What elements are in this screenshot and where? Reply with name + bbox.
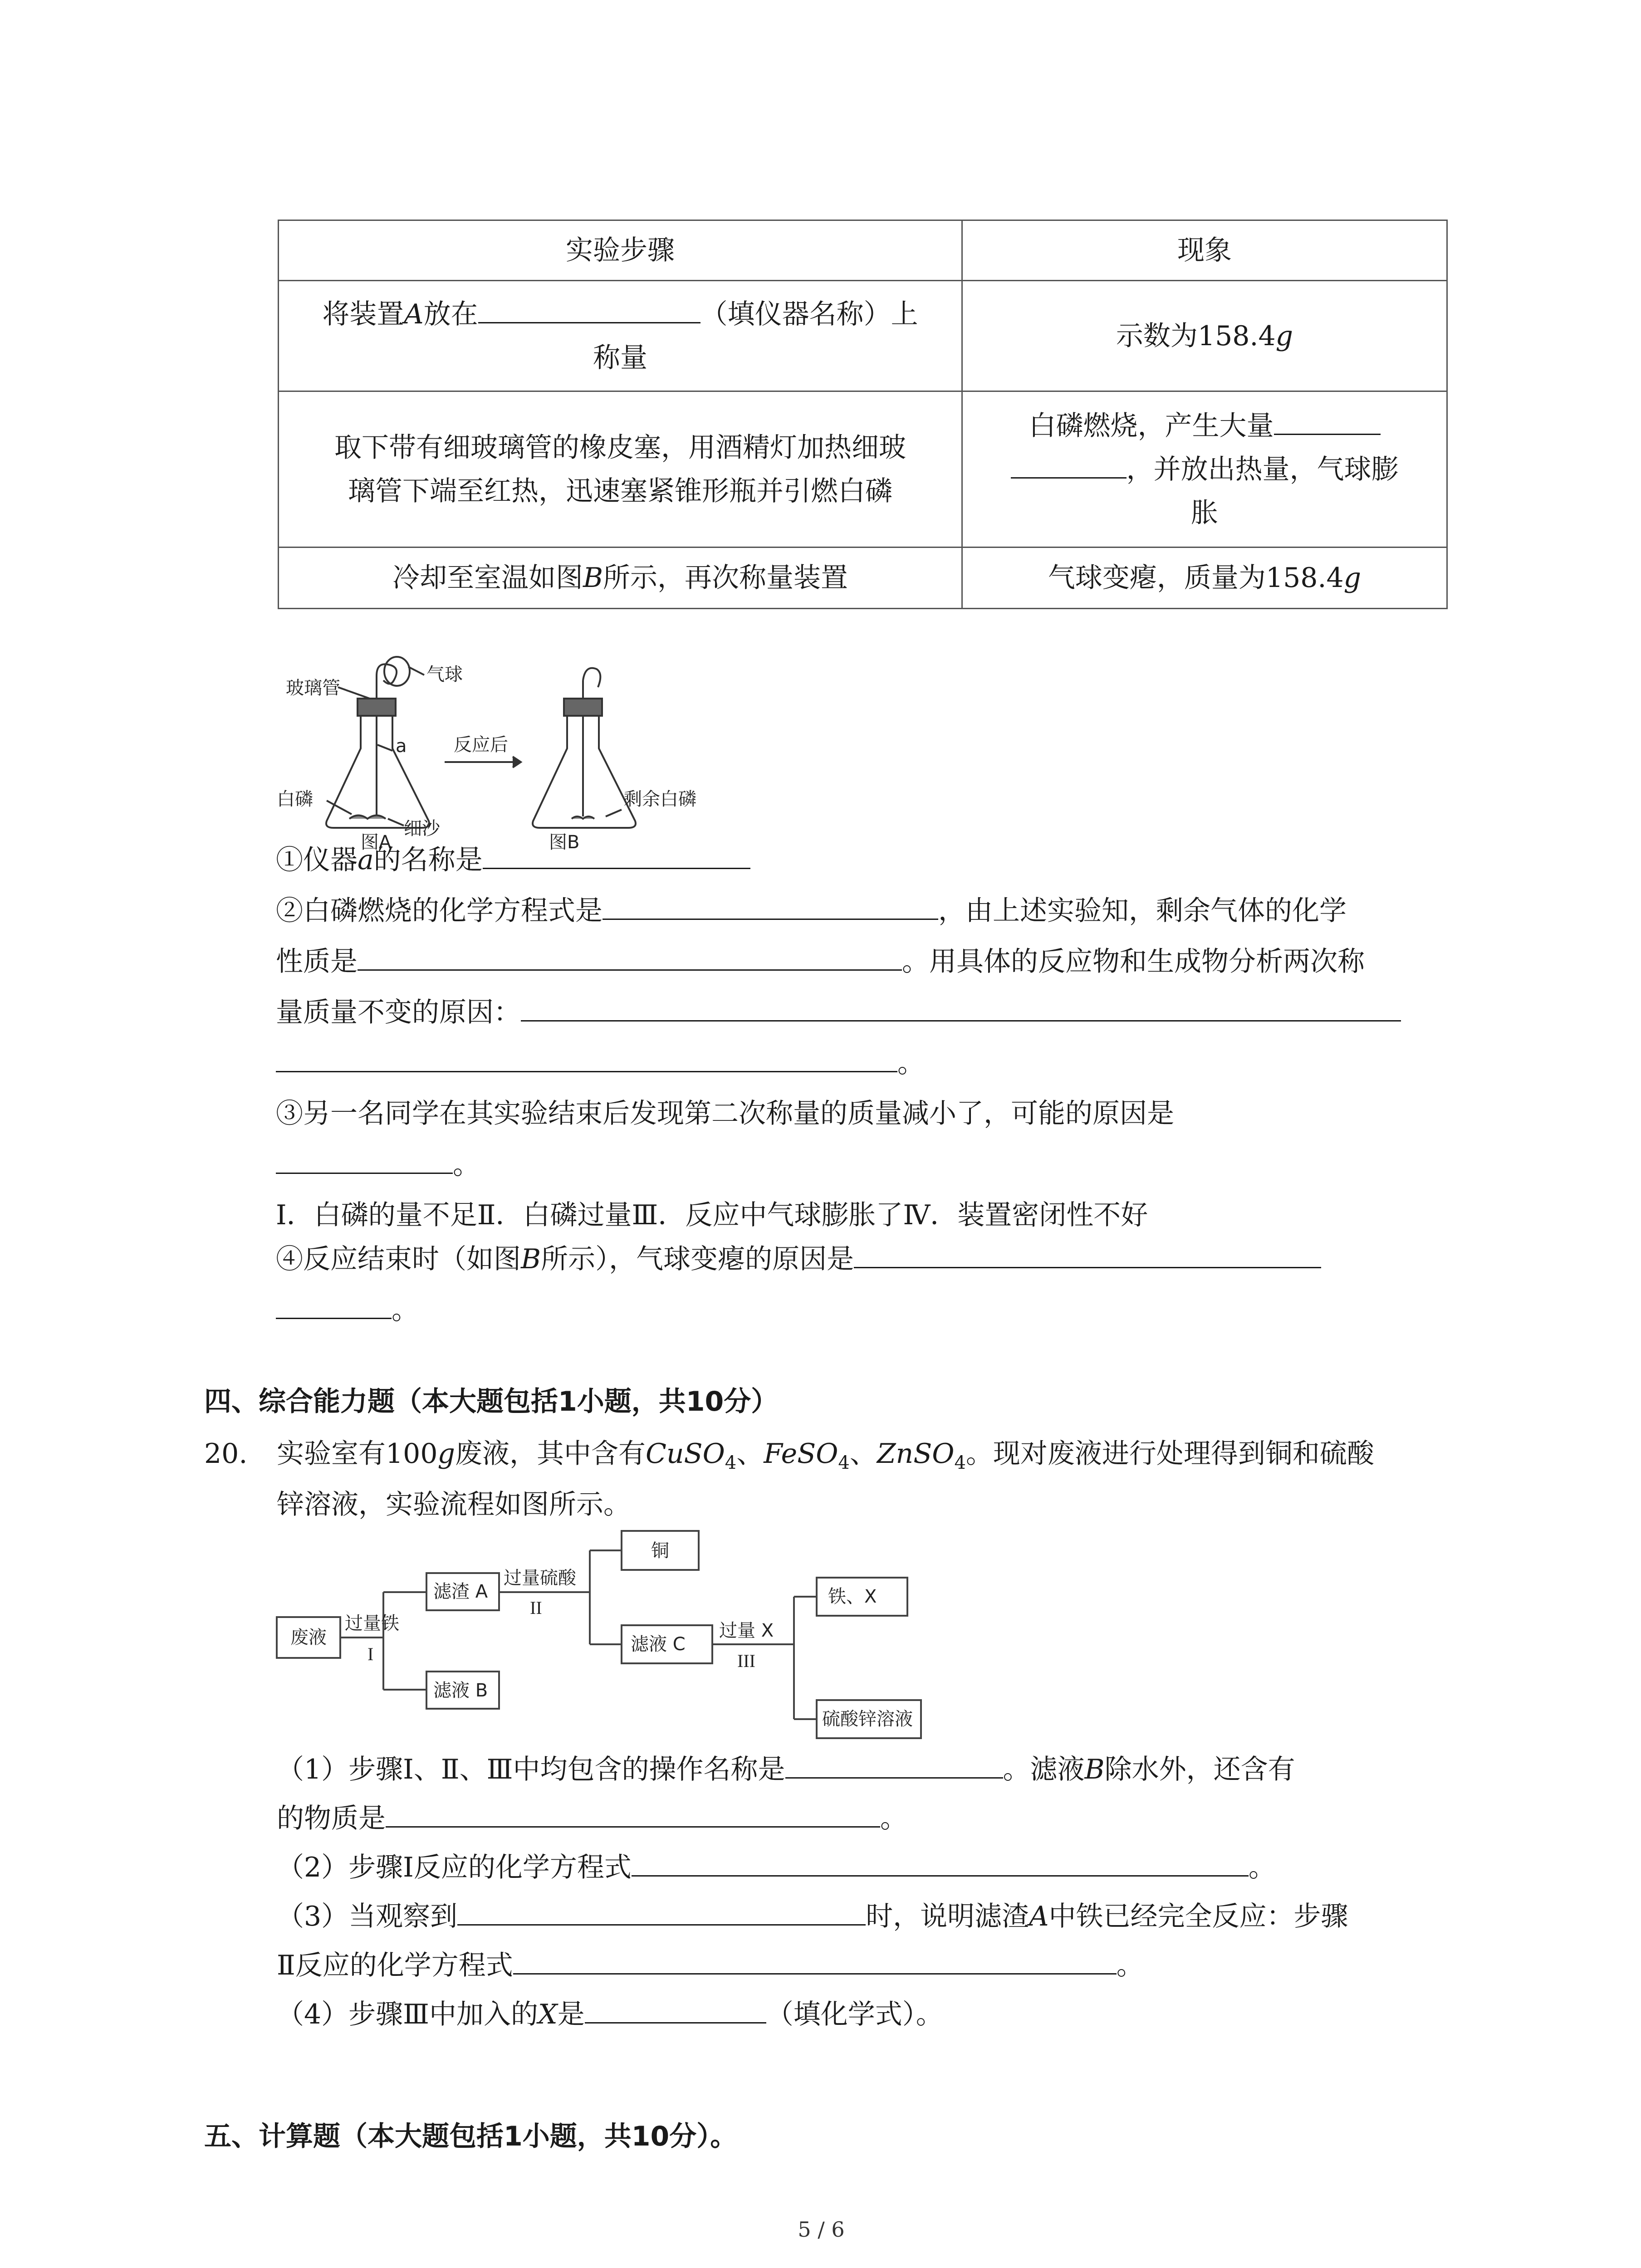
answer-blank[interactable] <box>785 1751 1003 1779</box>
answer-blank[interactable] <box>457 1898 866 1926</box>
label-figB: 图B <box>549 832 580 853</box>
flow-excess-fe: 过量铁 <box>345 1613 399 1634</box>
answer-blank[interactable] <box>585 1996 766 2024</box>
answer-blank[interactable] <box>478 296 700 323</box>
answer-blank[interactable] <box>513 1947 1117 1975</box>
answer-blank[interactable] <box>854 1241 1321 1268</box>
flow-fe-x: 铁、X <box>828 1586 877 1607</box>
label-remaining: 剩余白磷 <box>624 789 696 810</box>
answer-blank[interactable] <box>358 943 902 971</box>
question-20-parts: （1）步骤Ⅰ、Ⅱ、Ⅲ中均包含的操作名称是 。滤液B除水外，还含有 的物质是 。 （2）步骤Ⅰ反应的化学方程式 。 （3）当观察到 时，说明滤渣A中铁已经完全反应：步骤 Ⅱ反应的化学方程式 。 （4）步骤Ⅲ中加入的X是 （填化学式）。 <box>277 1751 1456 2068</box>
table-row-1-result: 示数为158.4g <box>961 280 1448 392</box>
answer-blank[interactable] <box>276 1045 897 1072</box>
answer-blank[interactable] <box>632 1849 1249 1877</box>
flow-filtrate-c: 滤液 C <box>631 1634 686 1655</box>
flow-filtrate-b: 滤液 B <box>433 1680 488 1701</box>
flow-residue-a: 滤渣 A <box>433 1581 488 1602</box>
label-balloon: 气球 <box>426 664 463 685</box>
question-20-stem-2: 锌溶液，实验流程如图所示。 <box>277 1489 631 1520</box>
answer-blank[interactable] <box>1011 451 1127 479</box>
table-row-2-step: 取下带有细玻璃管的橡皮塞，用酒精灯加热细玻 璃管下端至红热，迅速塞紧锥形瓶并引燃白磷 <box>278 391 963 548</box>
flow-copper: 铜 <box>651 1540 669 1561</box>
flow-excess-acid: 过量硫酸 <box>504 1568 576 1589</box>
label-glass-tube: 玻璃管 <box>286 678 340 699</box>
table-row-3-step: 冷却至室温如图B所示，再次称量装置 <box>278 547 963 609</box>
table-row-2-result: 白磷燃烧，产生大量 ，并放出热量，气球膨 胀 <box>961 391 1448 548</box>
label-after: 反应后 <box>454 734 508 755</box>
answer-blank[interactable] <box>483 841 750 869</box>
flow-waste: 废液 <box>290 1627 327 1648</box>
section-4-title: 四、综合能力题（本大题包括1小题，共10分） <box>204 1386 779 1418</box>
answer-blank[interactable] <box>1274 407 1381 435</box>
flask-figure <box>272 644 726 853</box>
label-white-p: 白磷 <box>277 789 313 810</box>
flow-step3: III <box>737 1651 755 1671</box>
question-20-stem-1: 实验室有100g废液，其中含有CuSO$_4$、FeSO$_4$、ZnSO$_4$。现对废液进行处理得到铜和硫酸 <box>277 1438 1374 1473</box>
page-number: 5 / 6 <box>798 2217 845 2242</box>
table-row-1-step: 将装置A放在 （填仪器名称）上 称量 <box>278 280 963 392</box>
question-19-parts: ①仪器a的名称是 ②白磷燃烧的化学方程式是 ，由上述实验知，剩余气体的化学 性质是 。用具体的反应物和生成物分析两次称 量质量不变的原因： 。 ③另一名同学在其实验结束后发现第二次称量的质量减小了，可能的原因是 。 Ⅰ．白磷的量不足Ⅱ．白磷过量Ⅲ．反应中气球膨胀了Ⅳ．装置密闭性不好 ④反应结束时（如图B所示），气球变瘪的原因是 。 <box>276 841 1455 1340</box>
table-row-3-result: 气球变瘪，质量为158.4g <box>961 547 1448 609</box>
table-header-step: 实验步骤 <box>278 220 963 281</box>
table-header-result: 现象 <box>961 220 1448 281</box>
label-sand: 细沙 <box>404 818 440 839</box>
label-a: a <box>396 736 407 757</box>
flow-step2: II <box>530 1598 542 1618</box>
answer-blank[interactable] <box>603 892 938 920</box>
answer-blank[interactable] <box>521 994 1401 1022</box>
flow-znso4: 硫酸锌溶液 <box>822 1709 913 1730</box>
flow-excess-x: 过量 X <box>719 1620 774 1641</box>
label-figA: 图A <box>361 832 392 853</box>
process-flowchart <box>272 1529 953 1746</box>
answer-blank[interactable] <box>276 1146 453 1174</box>
answer-blank[interactable] <box>276 1291 392 1319</box>
answer-blank[interactable] <box>386 1800 880 1828</box>
question-20-number: 20. <box>204 1438 248 1470</box>
flow-step1: I <box>367 1644 374 1664</box>
section-5-title: 五、计算题（本大题包括1小题，共10分）。 <box>204 2121 738 2152</box>
